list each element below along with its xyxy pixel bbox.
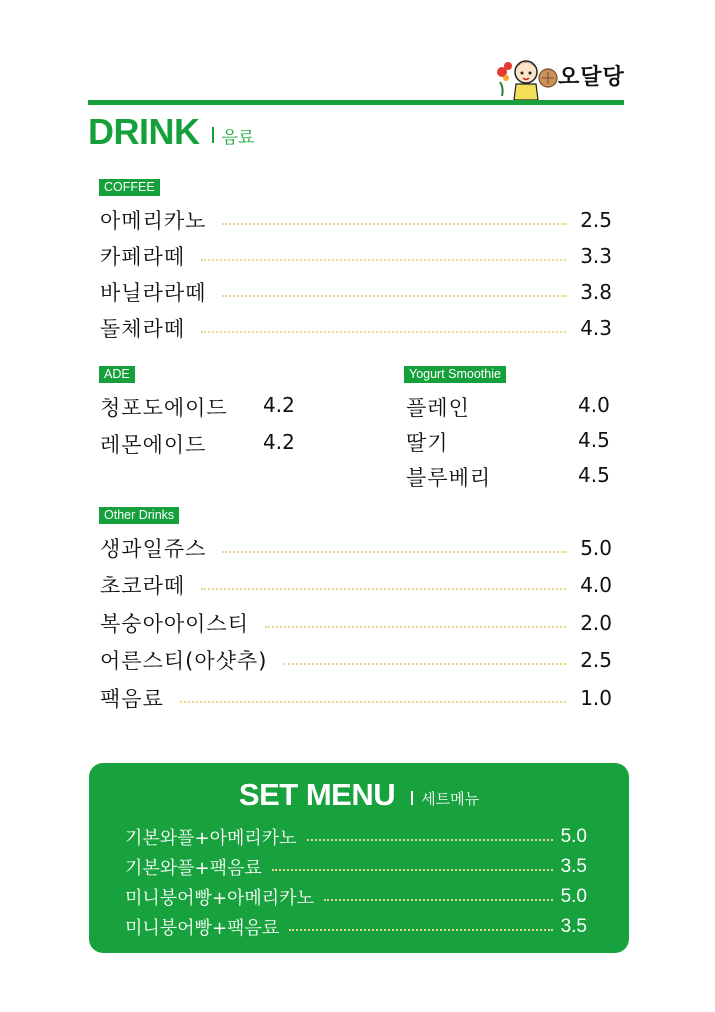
set-menu-subtitle: 세트메뉴 xyxy=(421,789,480,808)
menu-row xyxy=(100,276,612,308)
page-title: DRINK xyxy=(88,111,200,152)
title-separator xyxy=(212,127,214,143)
dot-leader xyxy=(201,588,566,590)
dot-leader xyxy=(283,663,566,665)
dot-leader xyxy=(222,295,566,297)
flower-icon xyxy=(497,62,512,96)
item-name: 팩음료 xyxy=(100,687,164,711)
logo-text: 오달당 xyxy=(558,65,625,90)
menu-row xyxy=(100,607,612,639)
section-tag-yogurt: Yogurt Smoothie xyxy=(404,366,506,383)
item-name: 플레인 xyxy=(406,396,470,420)
set-item-price: 5.0 xyxy=(560,826,587,847)
item-price: 5.0 xyxy=(580,536,612,560)
menu-row xyxy=(406,392,612,424)
item-price: 4.2 xyxy=(263,393,295,417)
item-name: 딸기 xyxy=(406,431,449,455)
item-price: 4.2 xyxy=(263,430,295,454)
item-price: 4.3 xyxy=(580,316,612,340)
set-item-name: 미니붕어빵+팩음료 xyxy=(125,918,280,939)
item-price: 4.0 xyxy=(580,573,612,597)
item-price: 4.5 xyxy=(578,463,610,487)
menu-row xyxy=(100,682,612,714)
item-name: 레몬에이드 xyxy=(100,433,207,457)
header-divider xyxy=(88,100,624,105)
menu-row xyxy=(100,569,612,601)
dot-leader xyxy=(324,899,553,901)
item-name: 복숭아아이스티 xyxy=(100,612,250,636)
dot-leader xyxy=(222,551,566,553)
dot-leader xyxy=(265,626,566,628)
set-item-name: 기본와플+팩음료 xyxy=(125,858,262,879)
menu-row xyxy=(100,312,612,344)
item-name: 블루베리 xyxy=(406,466,492,490)
set-menu-row xyxy=(125,852,587,882)
dot-leader xyxy=(272,869,553,871)
item-price: 2.5 xyxy=(580,648,612,672)
item-name: 초코라떼 xyxy=(100,574,186,598)
section-tag-ade: ADE xyxy=(99,366,135,383)
item-price: 1.0 xyxy=(580,686,612,710)
page-subtitle: 음료 xyxy=(221,127,255,148)
dot-leader xyxy=(289,929,552,931)
menu-row xyxy=(100,429,300,461)
dot-leader xyxy=(201,259,566,261)
section-tag-other-drinks: Other Drinks xyxy=(99,507,179,524)
mascot-icon xyxy=(514,61,538,100)
menu-row xyxy=(100,240,612,272)
item-price: 4.5 xyxy=(578,428,610,452)
item-name: 아메리카노 xyxy=(100,209,207,233)
menu-row xyxy=(100,644,612,676)
set-item-name: 미니붕어빵+아메리카노 xyxy=(125,888,314,909)
item-price: 3.3 xyxy=(580,244,612,268)
item-price: 3.8 xyxy=(580,280,612,304)
dot-leader xyxy=(222,223,566,225)
waffle-icon xyxy=(539,69,557,87)
page-header xyxy=(88,112,254,152)
set-menu-row xyxy=(125,912,587,942)
item-name: 생과일쥬스 xyxy=(100,537,207,561)
item-name: 어른스티(아샷추) xyxy=(100,649,268,673)
set-item-price: 3.5 xyxy=(560,916,587,937)
set-menu-row xyxy=(125,822,587,852)
menu-row xyxy=(100,392,300,424)
menu-row xyxy=(406,462,612,494)
set-item-price: 3.5 xyxy=(560,856,587,877)
dot-leader xyxy=(201,331,566,333)
set-item-price: 5.0 xyxy=(560,886,587,907)
item-name: 청포도에이드 xyxy=(100,396,228,420)
set-menu-title: SET MENU xyxy=(238,777,396,812)
set-menu-panel xyxy=(89,763,629,953)
menu-row xyxy=(100,532,612,564)
item-price: 2.5 xyxy=(580,208,612,232)
item-name: 바닐라라떼 xyxy=(100,281,207,305)
item-name: 카페라떼 xyxy=(100,245,186,269)
item-name: 돌체라떼 xyxy=(100,317,186,341)
menu-row xyxy=(406,427,612,459)
dot-leader xyxy=(180,701,566,703)
menu-row xyxy=(100,204,612,236)
section-tag-coffee: COFFEE xyxy=(99,179,160,196)
set-item-name: 기본와플+아메리카노 xyxy=(125,828,297,849)
item-price: 4.0 xyxy=(578,393,610,417)
item-price: 2.0 xyxy=(580,611,612,635)
set-menu-header xyxy=(89,775,629,815)
dot-leader xyxy=(307,839,553,841)
set-menu-row xyxy=(125,882,587,912)
set-title-separator xyxy=(411,791,413,805)
